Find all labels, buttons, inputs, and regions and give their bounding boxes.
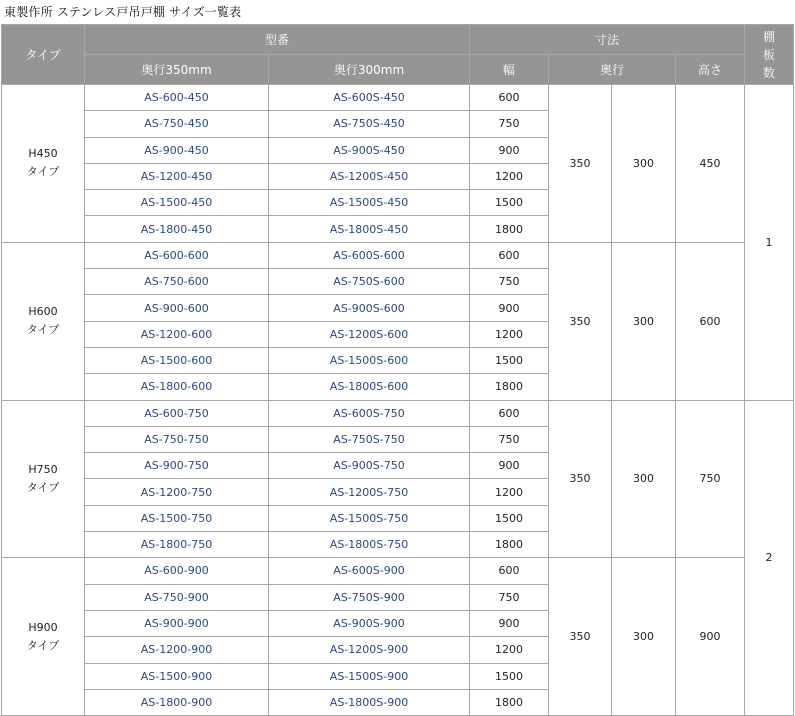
depth-350-cell: 350 bbox=[549, 85, 612, 243]
model-350-cell: AS-750-450 bbox=[85, 111, 269, 137]
model-350-cell: AS-1500-900 bbox=[85, 663, 269, 689]
model-300-cell: AS-750S-600 bbox=[269, 269, 470, 295]
header-height: 高さ bbox=[676, 55, 745, 85]
height-cell: 450 bbox=[676, 85, 745, 243]
width-cell: 750 bbox=[470, 426, 549, 452]
model-300-cell: AS-1200S-450 bbox=[269, 163, 470, 189]
width-cell: 900 bbox=[470, 610, 549, 636]
header-shelf-char: 数 bbox=[763, 65, 776, 80]
model-300-cell: AS-600S-900 bbox=[269, 558, 470, 584]
width-cell: 1500 bbox=[470, 347, 549, 373]
model-350-cell: AS-1800-450 bbox=[85, 216, 269, 242]
model-350-cell: AS-1800-750 bbox=[85, 532, 269, 558]
height-cell: 750 bbox=[676, 400, 745, 558]
table-row bbox=[2, 558, 794, 584]
type-name: H750 bbox=[28, 462, 58, 476]
model-300-cell: AS-600S-450 bbox=[269, 85, 470, 111]
width-cell: 900 bbox=[470, 453, 549, 479]
model-350-cell: AS-600-900 bbox=[85, 558, 269, 584]
model-300-cell: AS-900S-750 bbox=[269, 453, 470, 479]
header-dimensions: 寸法 bbox=[470, 25, 745, 55]
model-300-cell: AS-1800S-750 bbox=[269, 532, 470, 558]
model-300-cell: AS-1800S-600 bbox=[269, 374, 470, 400]
width-cell: 750 bbox=[470, 584, 549, 610]
type-name: H900 bbox=[28, 620, 58, 634]
model-300-cell: AS-750S-750 bbox=[269, 426, 470, 452]
model-350-cell: AS-1800-600 bbox=[85, 374, 269, 400]
model-350-cell: AS-600-750 bbox=[85, 400, 269, 426]
model-300-cell: AS-900S-450 bbox=[269, 137, 470, 163]
model-350-cell: AS-1500-750 bbox=[85, 505, 269, 531]
type-name: H450 bbox=[28, 147, 58, 161]
type-cell bbox=[2, 85, 85, 243]
type-cell bbox=[2, 558, 85, 716]
depth-350-cell: 350 bbox=[549, 558, 612, 716]
width-cell: 750 bbox=[470, 269, 549, 295]
width-cell: 750 bbox=[470, 111, 549, 137]
model-350-cell: AS-1500-600 bbox=[85, 347, 269, 373]
width-cell: 1200 bbox=[470, 163, 549, 189]
type-suffix: タイプ bbox=[26, 323, 60, 337]
header-model: 型番 bbox=[85, 25, 470, 55]
width-cell: 600 bbox=[470, 558, 549, 584]
model-350-cell: AS-900-600 bbox=[85, 295, 269, 321]
header-shelf-char: 棚 bbox=[763, 29, 776, 44]
size-table bbox=[1, 24, 794, 716]
table-row bbox=[2, 400, 794, 426]
header-shelf-char: 板 bbox=[763, 47, 776, 62]
type-name: H600 bbox=[28, 305, 58, 319]
width-cell: 1200 bbox=[470, 321, 549, 347]
header-shelf-count bbox=[745, 25, 794, 85]
model-300-cell: AS-1200S-600 bbox=[269, 321, 470, 347]
width-cell: 1200 bbox=[470, 637, 549, 663]
width-cell: 1800 bbox=[470, 216, 549, 242]
width-cell: 600 bbox=[470, 85, 549, 111]
width-cell: 1500 bbox=[470, 190, 549, 216]
model-300-cell: AS-1200S-750 bbox=[269, 479, 470, 505]
type-suffix: タイプ bbox=[26, 638, 60, 652]
header-model-depth350: 奥行350mm bbox=[85, 55, 269, 85]
width-cell: 600 bbox=[470, 400, 549, 426]
type-cell bbox=[2, 400, 85, 558]
depth-350-cell: 350 bbox=[549, 400, 612, 558]
depth-300-cell: 300 bbox=[612, 85, 676, 243]
shelf-count-cell: 1 bbox=[745, 85, 794, 401]
model-350-cell: AS-900-750 bbox=[85, 453, 269, 479]
width-cell: 1200 bbox=[470, 479, 549, 505]
model-300-cell: AS-1800S-450 bbox=[269, 216, 470, 242]
model-300-cell: AS-750S-900 bbox=[269, 584, 470, 610]
depth-300-cell: 300 bbox=[612, 558, 676, 716]
model-300-cell: AS-600S-750 bbox=[269, 400, 470, 426]
width-cell: 1500 bbox=[470, 663, 549, 689]
width-cell: 900 bbox=[470, 137, 549, 163]
header-depth: 奥行 bbox=[549, 55, 676, 85]
depth-300-cell: 300 bbox=[612, 242, 676, 400]
header-model-depth300: 奥行300mm bbox=[269, 55, 470, 85]
model-350-cell: AS-750-600 bbox=[85, 269, 269, 295]
model-350-cell: AS-1200-900 bbox=[85, 637, 269, 663]
table-row bbox=[2, 85, 794, 111]
model-300-cell: AS-900S-900 bbox=[269, 610, 470, 636]
model-350-cell: AS-1500-450 bbox=[85, 190, 269, 216]
model-350-cell: AS-750-750 bbox=[85, 426, 269, 452]
model-350-cell: AS-750-900 bbox=[85, 584, 269, 610]
model-300-cell: AS-1500S-900 bbox=[269, 663, 470, 689]
model-350-cell: AS-1200-750 bbox=[85, 479, 269, 505]
width-cell: 1800 bbox=[470, 532, 549, 558]
model-350-cell: AS-600-450 bbox=[85, 85, 269, 111]
model-300-cell: AS-1500S-750 bbox=[269, 505, 470, 531]
type-cell bbox=[2, 242, 85, 400]
type-suffix: タイプ bbox=[26, 165, 60, 179]
model-350-cell: AS-1200-450 bbox=[85, 163, 269, 189]
page-title: 東製作所 ステンレス戸吊戸棚 サイズ一覧表 bbox=[4, 5, 242, 19]
shelf-count-cell: 2 bbox=[745, 400, 794, 716]
model-300-cell: AS-1500S-600 bbox=[269, 347, 470, 373]
model-300-cell: AS-600S-600 bbox=[269, 242, 470, 268]
height-cell: 900 bbox=[676, 558, 745, 716]
depth-300-cell: 300 bbox=[612, 400, 676, 558]
model-350-cell: AS-600-600 bbox=[85, 242, 269, 268]
width-cell: 1500 bbox=[470, 505, 549, 531]
model-300-cell: AS-900S-600 bbox=[269, 295, 470, 321]
table-row bbox=[2, 242, 794, 268]
width-cell: 600 bbox=[470, 242, 549, 268]
depth-350-cell: 350 bbox=[549, 242, 612, 400]
width-cell: 900 bbox=[470, 295, 549, 321]
model-300-cell: AS-1500S-450 bbox=[269, 190, 470, 216]
width-cell: 1800 bbox=[470, 374, 549, 400]
width-cell: 1800 bbox=[470, 689, 549, 715]
model-350-cell: AS-1800-900 bbox=[85, 689, 269, 715]
model-300-cell: AS-1800S-900 bbox=[269, 689, 470, 715]
model-300-cell: AS-1200S-900 bbox=[269, 637, 470, 663]
model-300-cell: AS-750S-450 bbox=[269, 111, 470, 137]
header-width: 幅 bbox=[470, 55, 549, 85]
model-350-cell: AS-900-450 bbox=[85, 137, 269, 163]
type-suffix: タイプ bbox=[26, 480, 60, 494]
height-cell: 600 bbox=[676, 242, 745, 400]
model-350-cell: AS-1200-600 bbox=[85, 321, 269, 347]
header-type: タイプ bbox=[2, 25, 85, 85]
model-350-cell: AS-900-900 bbox=[85, 610, 269, 636]
